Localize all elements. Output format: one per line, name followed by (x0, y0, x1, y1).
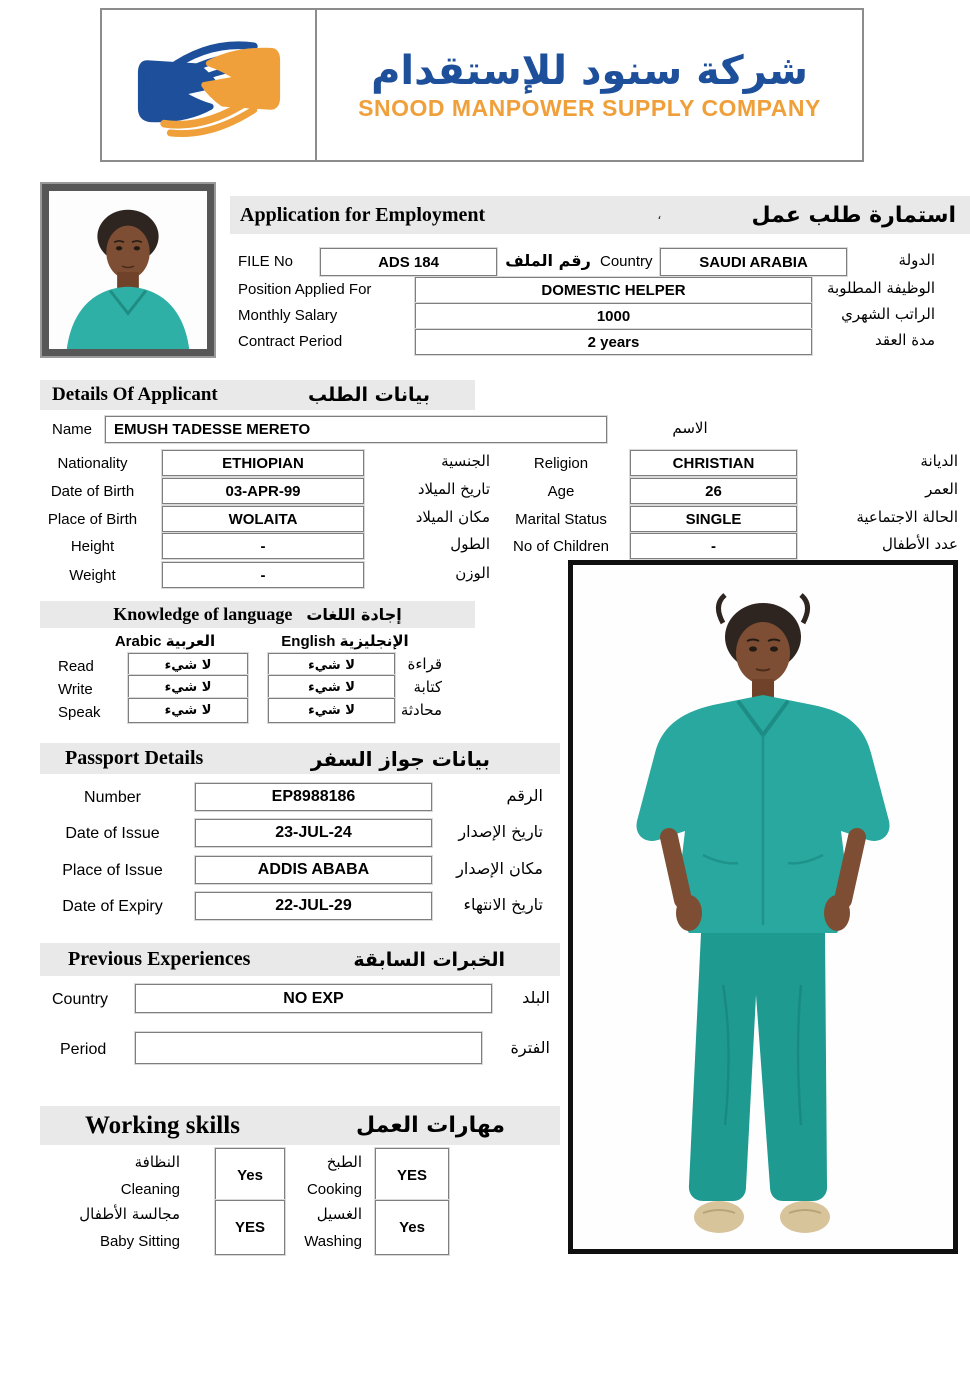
language-title-en: Knowledge of language (113, 604, 293, 624)
religion-label: Religion (533, 455, 589, 472)
weight-field (162, 562, 364, 588)
cooking-label-ar: الطبخ (326, 1153, 362, 1171)
language-title-ar: إجادة اللغات (306, 605, 402, 624)
expiry-date-field (195, 892, 432, 920)
dob-label: Date of Birth (50, 483, 135, 500)
religion-label-ar: الديانة (920, 452, 958, 470)
country-field (660, 248, 847, 276)
babysitting-label-ar: مجالسة الأطفال (79, 1205, 180, 1223)
speak-english-field (268, 698, 395, 723)
file-no-label-ar: رقم الملف (505, 251, 591, 270)
experience-title-en: Previous Experiences (68, 948, 251, 970)
washing-value: Yes (399, 1219, 425, 1236)
dob-field (162, 478, 364, 504)
write-label: Write (58, 681, 93, 698)
religion-value: CHRISTIAN (672, 454, 755, 472)
read-english-value: لا شيء (308, 658, 355, 673)
applicant-fullbody-photo (568, 560, 958, 1254)
name-field (105, 416, 607, 443)
expiry-date-label: Date of Expiry (62, 898, 163, 915)
country-value: SAUDI ARABIA (699, 253, 808, 271)
application-title-mark: ، (657, 207, 662, 223)
write-english-field (268, 675, 395, 700)
fullbody-illustration (573, 565, 953, 1249)
position-label: Position Applied For (238, 281, 372, 298)
weight-label: Weight (69, 567, 116, 584)
experience-title-ar: الخبرات السابقة (353, 948, 505, 971)
exp-period-field (135, 1032, 482, 1064)
pob-label-ar: مكان الميلاد (415, 508, 490, 526)
exp-country-label-ar: البلد (522, 988, 550, 1007)
nationality-field (162, 450, 364, 476)
arabic-column-header (85, 632, 245, 650)
read-label: Read (58, 658, 94, 675)
application-title-ar: استمارة طلب عمل (751, 202, 956, 228)
issue-date-field (195, 819, 432, 847)
snood-logo-icon (124, 23, 294, 147)
height-label-ar: الطول (450, 535, 490, 553)
application-section-header (230, 196, 970, 234)
file-no-field (320, 248, 497, 276)
passport-section-header (40, 743, 560, 774)
babysitting-value: YES (234, 1219, 265, 1236)
issue-date-label: Date of Issue (65, 825, 160, 842)
issue-date-label-ar: تاريخ الإصدار (458, 822, 543, 841)
pob-value: WOLAITA (228, 510, 298, 528)
read-label-ar: قراءة (407, 655, 442, 673)
arabic-column-en: Arabic (114, 633, 162, 650)
cooking-value: YES (396, 1167, 427, 1184)
position-label-ar: الوظيفة المطلوبة (827, 279, 935, 297)
religion-field (630, 450, 797, 476)
weight-value: - (260, 566, 266, 584)
cleaning-label-en: Cleaning (120, 1181, 180, 1198)
portrait-illustration (49, 191, 207, 349)
contract-label-ar: مدة العقد (875, 331, 935, 349)
dob-value: 03-APR-99 (225, 482, 301, 500)
age-value: 26 (705, 482, 722, 500)
speak-arabic-value: لا شيء (164, 703, 212, 718)
pob-label: Place of Birth (47, 511, 138, 528)
marital-status-label-ar: الحالة الاجتماعية (856, 508, 958, 526)
skills-title-ar: مهارات العمل (356, 1113, 505, 1138)
english-column-en: English (281, 633, 336, 650)
passport-number-value: EP8988186 (271, 788, 356, 805)
children-label-ar: عدد الأطفال (882, 535, 958, 553)
issue-place-label-ar: مكان الإصدار (456, 859, 543, 878)
weight-label-ar: الوزن (455, 564, 490, 582)
passport-title-en: Passport Details (65, 747, 204, 769)
salary-label: Monthly Salary (238, 307, 338, 324)
cooking-label-en: Cooking (306, 1181, 362, 1198)
file-no-label: FILE No (238, 253, 294, 270)
cooking-field (375, 1148, 449, 1203)
details-title-en: Details Of Applicant (52, 384, 218, 405)
nationality-value: ETHIOPIAN (222, 454, 304, 472)
position-value: DOMESTIC HELPER (541, 281, 686, 299)
file-no-value: ADS 184 (378, 253, 439, 271)
issue-place-value: ADDIS ABABA (257, 861, 370, 878)
skills-title-en: Working skills (85, 1111, 240, 1139)
issue-date-value: 23-JUL-24 (275, 824, 352, 841)
exp-country-field (135, 984, 492, 1013)
expiry-date-value: 22-JUL-29 (275, 897, 352, 914)
babysitting-label-en: Baby Sitting (99, 1233, 180, 1250)
experience-section-header (40, 943, 560, 976)
height-label: Height (70, 538, 115, 555)
write-arabic-field (128, 675, 248, 700)
applicant-portrait-photo (42, 184, 214, 356)
marital-status-label: Marital Status (515, 511, 607, 528)
cleaning-label-ar: النظافة (134, 1153, 180, 1171)
passport-number-label: Number (84, 789, 141, 806)
position-field (415, 277, 812, 303)
babysitting-field (215, 1200, 285, 1255)
speak-label-ar: محادثة (400, 701, 442, 719)
read-arabic-value: لا شيء (164, 658, 212, 673)
name-label-ar: الاسم (672, 419, 708, 437)
salary-value: 1000 (596, 307, 631, 325)
company-name-arabic: شركة سنود للإستقدام (371, 47, 808, 94)
issue-place-label: Place of Issue (62, 862, 163, 879)
application-title-en: Application for Employment (240, 203, 486, 226)
height-value: - (260, 537, 266, 555)
country-label: Country (600, 253, 653, 270)
speak-arabic-field (128, 698, 248, 723)
passport-title-ar: بيانات جواز السفر (310, 746, 490, 771)
skills-section-header (40, 1106, 560, 1145)
height-field (162, 533, 364, 559)
arabic-column-ar: العربية (165, 632, 216, 650)
contract-value: 2 years (587, 333, 640, 351)
salary-field (415, 303, 812, 329)
nationality-label: Nationality (57, 455, 128, 472)
contract-field (415, 329, 812, 355)
washing-field (375, 1200, 449, 1255)
speak-label: Speak (58, 704, 101, 721)
age-field (630, 478, 797, 504)
country-label-ar: الدولة (898, 251, 935, 269)
exp-country-value: NO EXP (283, 989, 344, 1007)
issue-place-field (195, 856, 432, 884)
write-arabic-value: لا شيء (164, 680, 212, 695)
children-field (630, 533, 797, 559)
expiry-date-label-ar: تاريخ الانتهاء (463, 895, 543, 914)
name-value: EMUSH TADESSE MERETO (114, 421, 311, 438)
english-column-header (265, 632, 425, 650)
details-section-header (40, 380, 475, 410)
age-label-ar: العمر (925, 480, 958, 498)
dob-label-ar: تاريخ الميلاد (417, 480, 490, 498)
salary-label-ar: الراتب الشهري (841, 305, 935, 323)
exp-country-label: Country (52, 991, 109, 1008)
washing-label-ar: الغسيل (316, 1205, 362, 1223)
name-label: Name (52, 421, 93, 438)
marital-status-value: SINGLE (685, 510, 742, 528)
cleaning-field (215, 1148, 285, 1203)
cleaning-value: Yes (237, 1167, 263, 1184)
passport-number-label-ar: الرقم (506, 786, 543, 805)
exp-period-label: Period (60, 1041, 107, 1058)
passport-number-field (195, 783, 432, 811)
age-label: Age (547, 483, 575, 500)
children-value: - (711, 537, 716, 555)
company-name-english: SNOOD MANPOWER SUPPLY COMPANY (358, 94, 821, 121)
exp-period-label-ar: الفترة (510, 1038, 550, 1057)
details-title-ar: بيانات الطلب (307, 384, 430, 406)
washing-label-en: Washing (304, 1233, 362, 1250)
pob-field (162, 506, 364, 532)
english-column-ar: الإنجليزية (339, 632, 409, 650)
nationality-label-ar: الجنسية (441, 452, 490, 470)
write-label-ar: كتابة (413, 678, 442, 696)
speak-english-value: لا شيء (308, 703, 355, 718)
contract-label: Contract Period (238, 333, 343, 350)
company-header (100, 8, 864, 162)
company-logo (102, 10, 317, 160)
marital-status-field (630, 506, 797, 532)
children-label: No of Children (513, 538, 609, 555)
language-section-header (40, 601, 475, 628)
write-english-value: لا شيء (308, 680, 355, 695)
